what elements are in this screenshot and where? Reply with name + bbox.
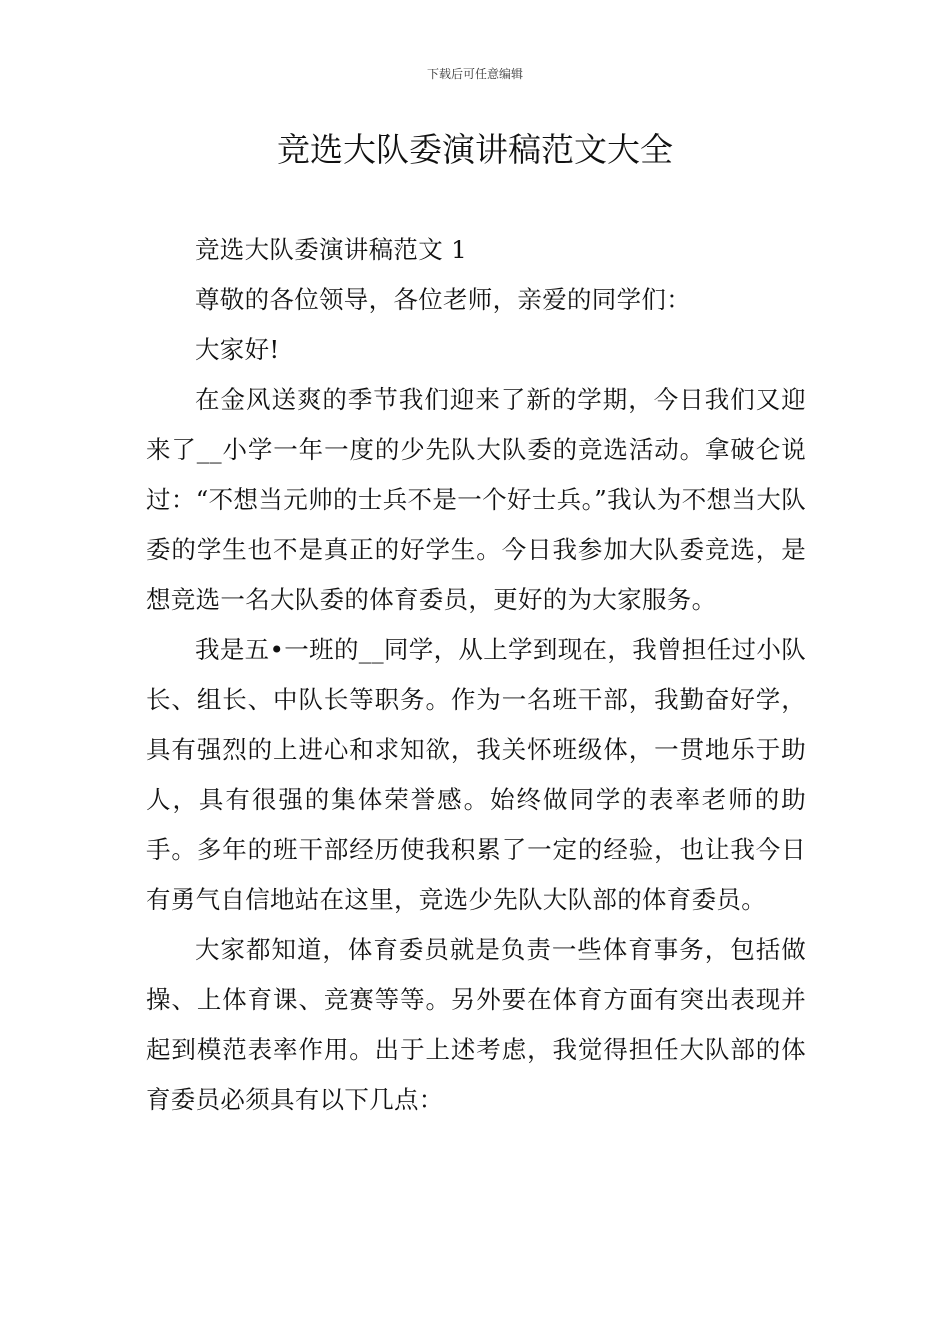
header-note: 下载后可任意编辑 xyxy=(426,67,523,81)
paragraph-greeting: 大家好! xyxy=(195,335,280,364)
paragraph-intro: 在金风送爽的季节我们迎来了新的学期，今日我们又迎来了__小学一年一度的少先队大队委的竞选活动。拿破仑说过：“不想当元帅的士兵不是一个好士兵。”我认为不想当大队委的学生也不是真正的好学生。今日我参加大队委竞选，是想竞选一名大队委的体育委员，更好的为大家服务。 xyxy=(146,385,806,614)
document-body xyxy=(146,225,806,1125)
paragraph-section-heading: 竞选大队委演讲稿范文 1 xyxy=(195,235,467,264)
paragraph-duties: 大家都知道，体育委员就是负责一些体育事务，包括做操、上体育课、竞赛等等。另外要在体育方面有突出表现并起到模范表率作用。出于上述考虑，我觉得担任大队部的体育委员必须具有以下几点： xyxy=(146,935,806,1114)
paragraph-salutation: 尊敬的各位领导，各位老师，亲爱的同学们： xyxy=(195,285,691,314)
paragraph-background: 我是五•一班的__同学，从上学到现在，我曾担任过小队长、组长、中队长等职务。作为一名班干部，我勤奋好学，具有强烈的上进心和求知欲，我关怀班级体，一贯地乐于助人，具有很强的集体荣誉感。始终做同学的表率老师的助手。多年的班干部经历使我积累了一定的经验，也让我今日有勇气自信地站在这里，竞选少先队大队部的体育委员。 xyxy=(146,635,806,914)
document-title: 竞选大队委演讲稿范文大全 xyxy=(277,130,673,169)
